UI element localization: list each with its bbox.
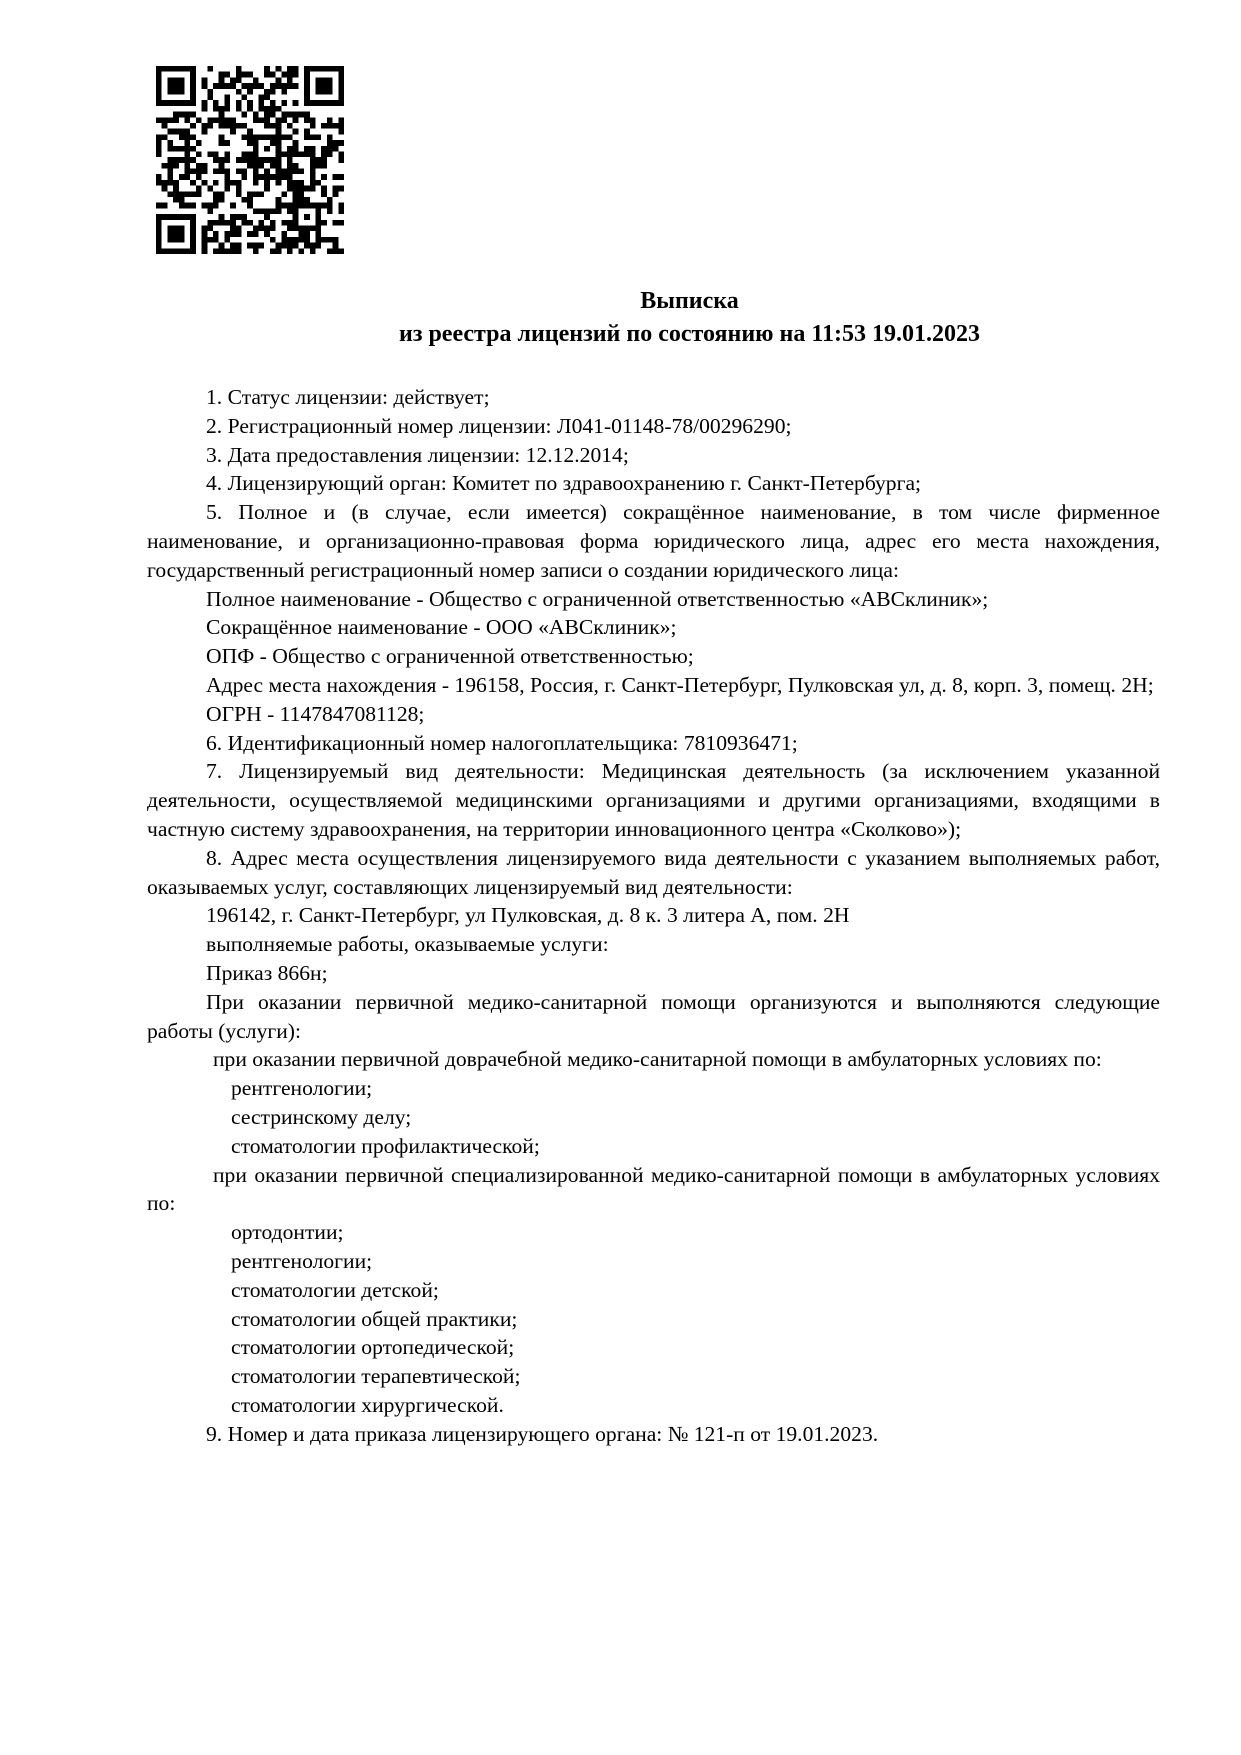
list-item: стоматологии ортопедической;	[231, 1335, 515, 1360]
org-short-name: Сокращённое наименование - ООО «АВСклиник»;	[206, 615, 677, 640]
list-item: стоматологии хирургической.	[231, 1392, 504, 1417]
org-address: Адрес места нахождения - 196158, Россия, г. Санкт-Петербург, Пулковская ул, д. 8, корп. 3, помещ. 2Н;	[206, 672, 1154, 697]
list-item: рентгенологии;	[231, 1076, 373, 1101]
org-name-heading: 5. Полное и (в случае, если имеется) сокращённое наименование, в том числе фирменное наименование, и организационно-правовая форма юридического лица, адрес его места нахождения, государственный регистрационный номер записи о создании юридического лица:	[147, 500, 1160, 582]
primary-care-heading: При оказании первичной медико-санитарной помощи организуются и выполняются следующие работы (услуги):	[147, 989, 1160, 1043]
qr-code-icon	[156, 66, 344, 254]
qr-code	[156, 66, 344, 254]
list-item: стоматологии общей практики;	[231, 1306, 518, 1331]
list-item: стоматологии профилактической;	[231, 1133, 540, 1158]
license-status: 1. Статус лицензии: действует;	[206, 385, 490, 409]
list-item: рентгенологии;	[231, 1248, 373, 1273]
list-item: стоматологии терапевтической;	[231, 1364, 521, 1389]
document-body	[147, 383, 1160, 1448]
licensed-activity: 7. Лицензируемый вид деятельности: Медицинская деятельность (за исключением указанной деятельности, осуществляемой медицинскими организациями и другими организациями, входящими в частную систему здравоохранения, на территории инновационного центра «Сколково»);	[147, 759, 1160, 841]
org-opf: ОПФ - Общество с ограниченной ответственностью;	[206, 644, 694, 669]
document-subtitle: из реестра лицензий по состоянию на 11:53 19.01.2023	[398, 321, 981, 347]
list-item: сестринскому делу;	[231, 1104, 412, 1129]
org-full-name: Полное наименование - Общество с ограниченной ответственностью «АВСклиник»;	[206, 586, 989, 611]
list-item: ортодонтии;	[231, 1220, 344, 1245]
activity-address: 196142, г. Санкт-Петербург, ул Пулковская, д. 8 к. 3 литера А, пом. 2Н	[206, 903, 850, 928]
org-inn: 6. Идентификационный номер налогоплательщика: 7810936471;	[206, 730, 798, 755]
document-title: Выписка	[640, 288, 739, 314]
license-date: 3. Дата предоставления лицензии: 12.12.2014;	[206, 442, 629, 467]
activity-address-heading: 8. Адрес места осуществления лицензируемого вида деятельности с указанием выполняемых работ, оказываемых услуг, составляющих лицензируемый вид деятельности:	[147, 845, 1160, 899]
list-item: стоматологии детской;	[231, 1277, 439, 1302]
org-ogrn: ОГРН - 1147847081128;	[206, 701, 425, 726]
special-care-heading: при оказании первичной специализированной медико-санитарной помощи в амбулаторных условиях по:	[147, 1162, 1160, 1216]
order-number: 9. Номер и дата приказа лицензирующего органа: № 121-п от 19.01.2023.	[206, 1421, 879, 1446]
prevrach-heading: при оказании первичной доврачебной медико-санитарной помощи в амбулаторных условиях по:	[213, 1047, 1102, 1072]
license-reg-number: 2. Регистрационный номер лицензии: Л041-01148-78/00296290;	[206, 413, 792, 438]
works-label: выполняемые работы, оказываемые услуги:	[206, 932, 609, 957]
licensing-authority: 4. Лицензирующий орган: Комитет по здравоохранению г. Санкт-Петербурга;	[206, 471, 922, 496]
order-866n: Приказ 866н;	[206, 960, 328, 985]
